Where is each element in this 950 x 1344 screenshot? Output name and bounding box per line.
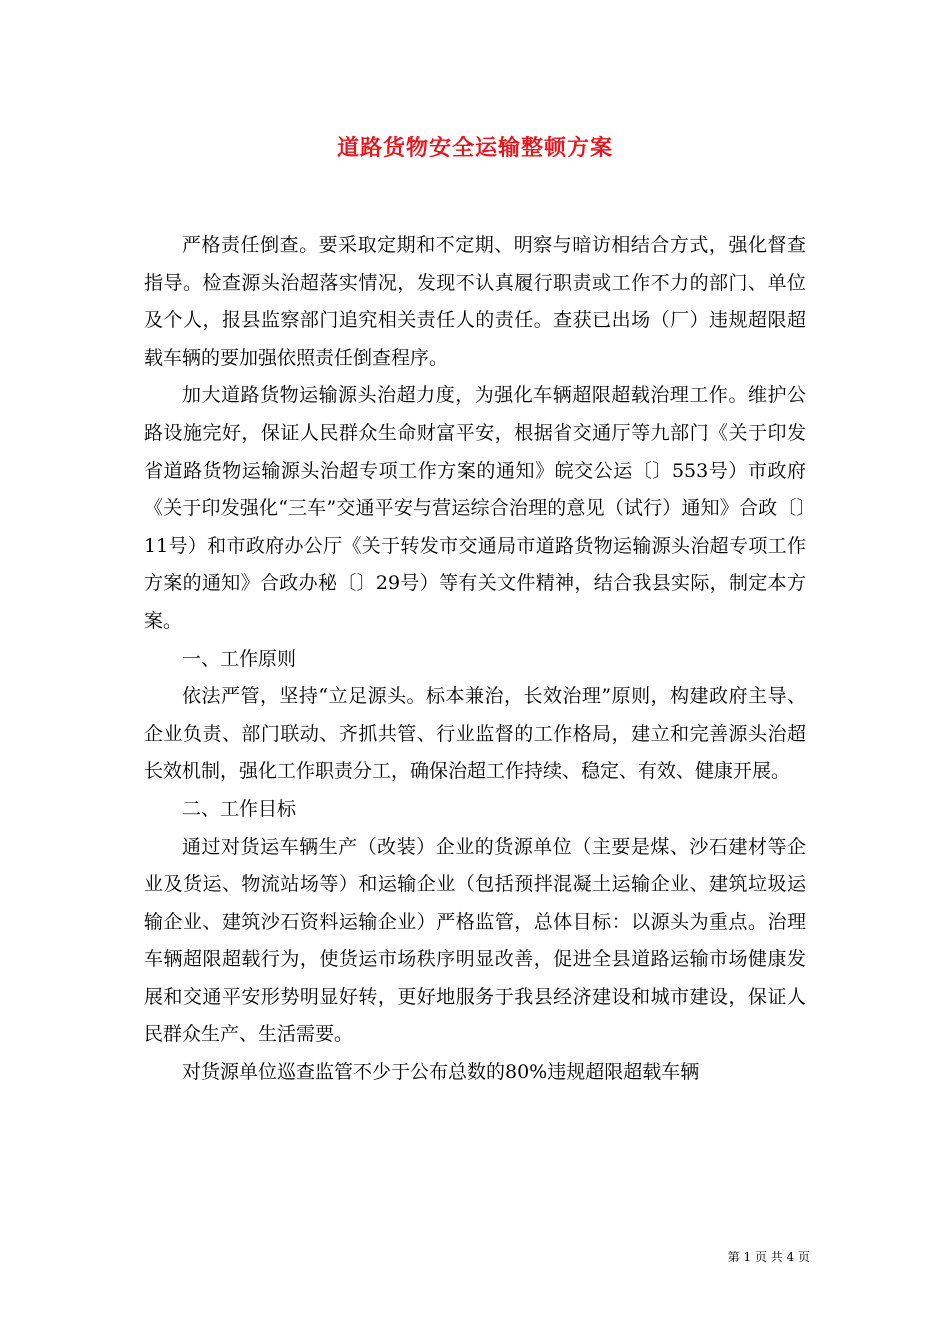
document-body bbox=[144, 227, 806, 1092]
document-title: 道路货物安全运输整顿方案 bbox=[336, 135, 613, 161]
paragraph: 严格责任倒查。要采取定期和不定期、明察与暗访相结合方式，强化督查指导。检查源头治超落实情况，发现不认真履行职责或工作不力的部门、单位及个人，报县监察部门追究相关责任人的责任。查获已出场（厂）违规超限超载车辆的要加强依照责任倒查程序。 bbox=[144, 234, 806, 369]
paragraph: 依法严管，坚持“立足源头。标本兼治，长效治理”原则，构建政府主导、企业负责、部门联动、齐抓共管、行业监督的工作格局，建立和完善源头治超长效机制，强化工作职责分工，确保治超工作持续、稳定、有效、健康开展。 bbox=[144, 685, 806, 783]
paragraph: 加大道路货物运输源头治超力度，为强化车辆超限超载治理工作。维护公路设施完好，保证人民群众生命财富平安，根据省交通厅等九部门《关于印发省道路货物运输源头治超专项工作方案的通知》皖交公运〔〕553号）市政府《关于印发强化“三车”交通平安与营运综合治理的意见（试行）通知》合政〔〕11号）和市政府办公厅《关于转发市交通局市道路货物运输源头治超专项工作方案的通知》合政办秘〔〕29号）等有关文件精神，结合我县实际，制定本方案。 bbox=[144, 384, 806, 632]
page-number-footer: 第 1 页 共 4 页 bbox=[727, 1250, 810, 1264]
paragraph: 对货源单位巡查监管不少于公布总数的80%违规超限超载车辆 bbox=[182, 1061, 700, 1084]
paragraph: 通过对货运车辆生产（改装）企业的货源单位（主要是煤、沙石建材等企业及货运、物流站场等）和运输企业（包括预拌混凝土运输企业、建筑垃圾运输企业、建筑沙石资料运输企业）严格监管，总体目标：以源头为重点。治理车辆超限超载行为，使货运市场秩序明显改善，促进全县道路运输市场健康发展和交通平安形势明显好转，更好地服务于我县经济建设和城市建设，保证人民群众生产、生活需要。 bbox=[144, 835, 806, 1046]
section-heading: 一、工作原则 bbox=[182, 647, 297, 670]
section-heading: 二、工作目标 bbox=[182, 797, 297, 820]
